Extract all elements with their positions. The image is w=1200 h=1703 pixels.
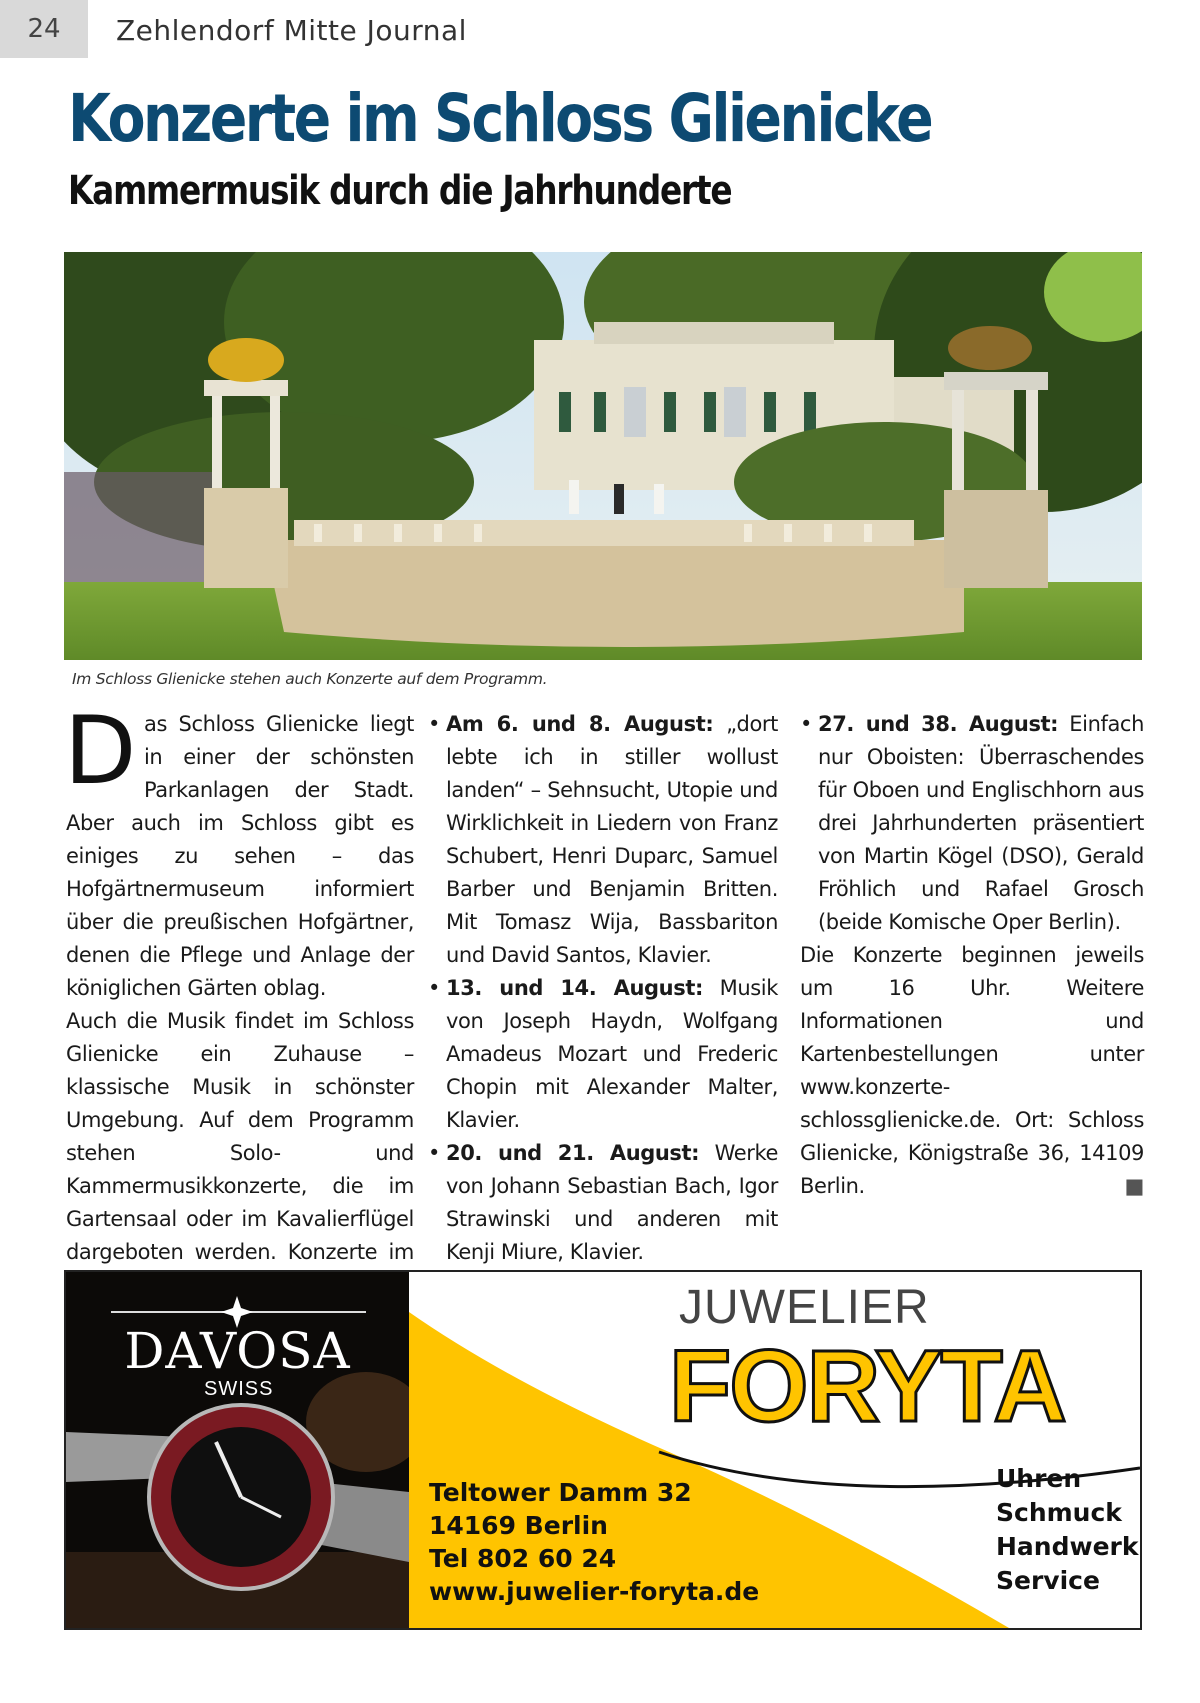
davosa-watch-panel: [66, 1272, 409, 1628]
journal-name: Zehlendorf Mitte Journal: [116, 14, 467, 47]
concert-item: [428, 708, 778, 972]
photo-caption: Im Schloss Glienicke stehen auch Konzerte auf dem Programm.: [72, 670, 548, 688]
concert-date: 13. und 14. August:: [446, 976, 703, 1000]
foryta-logo: FORYTA: [669, 1329, 1065, 1443]
concert-text: Musik von Joseph Haydn, Wolfgang Amadeus Mozart und Frederic Chopin mit Alexander Malter, Klavier.: [446, 976, 778, 1132]
concert-date: 27. und 38. August:: [818, 712, 1059, 736]
article-closing: [800, 939, 1144, 1203]
page-number: 24: [0, 0, 88, 58]
article-subtitle: Kammermusik durch die Jahrhunderte: [68, 168, 732, 214]
closing-text: Die Konzerte beginnen jeweils um 16 Uhr. Weitere Informationen und Kartenbestellungen unter www.konzerte-schlossglienicke.de. Ort: Schloss Glienicke, Königstraße 36, 14109 Berlin.: [800, 943, 1144, 1198]
article-column-3: [800, 708, 1144, 1203]
concert-text: Werke von Johann Sebastian Bach, Igor Strawinski und anderen mit Kenji Miure, Klavier.: [446, 1141, 778, 1264]
contact-block: [429, 1476, 759, 1608]
schloss-glienicke-photo: [64, 252, 1142, 660]
davosa-swiss-label: SWISS: [204, 1378, 274, 1400]
website-link[interactable]: www.juwelier-foryta.de: [429, 1577, 760, 1606]
concert-text: „dort lebte ich in stiller wollust landen“ – Sehnsucht, Utopie und Wirklichkeit in Liedern von Franz Schubert, Henri Duparc, Samuel Barber und Benjamin Britten. Mit Tomasz Wija, Bassbariton und David Santos, Klavier.: [446, 712, 778, 967]
end-mark-icon: ■: [1124, 1174, 1144, 1198]
concert-item: [800, 708, 1144, 939]
advertisement-juwelier-foryta[interactable]: [64, 1270, 1142, 1630]
address-street: Teltower Damm 32: [429, 1478, 692, 1507]
concert-date: Am 6. und 8. August:: [446, 712, 714, 736]
davosa-logo: DAVOSA: [124, 1322, 351, 1380]
photo-illustration: [64, 252, 1142, 660]
article-paragraph-2: Auch die Musik findet im Schloss Glienicke ein Zuhause – klassische Musik in schönster Umgebung. Auf dem Programm stehen Solo- und Kammermusikkonzerte, die im Gartensaal oder im Kavalierflügel dargeboten werden. Konzerte im: [66, 1009, 414, 1264]
service-item: Uhren: [996, 1464, 1082, 1493]
article-column-2: [428, 708, 778, 1269]
drop-cap: D: [64, 697, 136, 806]
concert-text: Einfach nur Oboisten: Überraschendes für Oboen und Englischhorn aus drei Jahrhunderten präsentiert von Martin Kögel (DSO), Gerald Fröhlich und Rafael Grosch (beide Komische Oper Berlin).: [818, 712, 1144, 934]
concert-date: 20. und 21. August:: [446, 1141, 700, 1165]
foryta-info-panel: [409, 1272, 1140, 1628]
service-item: Schmuck: [996, 1498, 1122, 1527]
concert-list-continued: [800, 708, 1144, 939]
concert-item: [428, 1137, 778, 1269]
phone-number: Tel 802 60 24: [429, 1544, 617, 1573]
address-city: 14169 Berlin: [429, 1511, 608, 1540]
article-paragraph-intro: [64, 697, 414, 1005]
service-item: Handwerk: [996, 1532, 1139, 1561]
concert-item: [428, 972, 778, 1137]
concert-list: [428, 708, 778, 1269]
service-item: Service: [996, 1566, 1100, 1595]
article-paragraph-1: as Schloss Glienicke liegt in einer der schönsten Parkanlagen der Stadt. Aber auch im Schloss gibt es einiges zu sehen – das Hofgärtnermuseum informiert über die preußischen Hofgärtner, denen die Pflege und Anlage der königlichen Gärten oblag.: [66, 712, 414, 1000]
services-list: [996, 1462, 1139, 1598]
article-title: Konzerte im Schloss Glienicke: [68, 80, 932, 157]
juwelier-label: JUWELIER: [679, 1281, 930, 1334]
article-column-1: [64, 697, 414, 1302]
